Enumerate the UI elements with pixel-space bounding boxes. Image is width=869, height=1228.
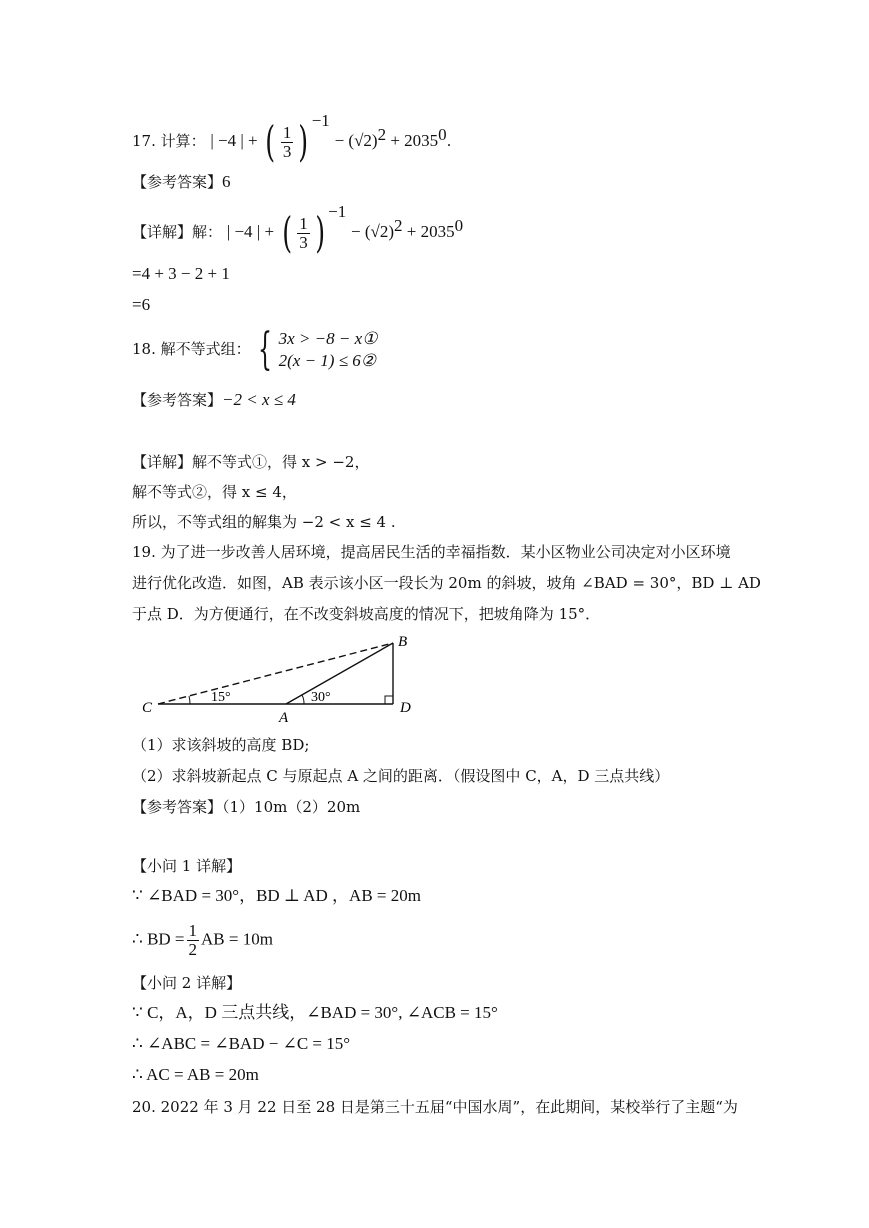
answer-value: 6 (222, 172, 231, 191)
q17-label: 17. 计算： (132, 132, 206, 150)
q17-tail-exp-repeat: 0 (454, 216, 464, 235)
step-suffix: AB = 10m (201, 929, 273, 949)
q17-rest-exp: 2 (377, 125, 387, 144)
q19-line-1: 19. 为了进一步改善人居环境，提高居民生活的幸福指数．某小区物业公司决定对小区环境 (132, 543, 731, 561)
answer-value: −2 < x ≤ 4 (222, 390, 296, 409)
line-ab (286, 643, 393, 704)
slope-figure (0, 630, 869, 730)
half-fraction: $\frac{1}{2}$ (188, 921, 198, 959)
q19-part2-step-2: ∴ ∠ABC = ∠BAD − ∠C = 15° (132, 1034, 351, 1053)
q20-line-1: 20. 2022 年 3 月 22 日至 28 日是第三十五届“中国水周”，在此期间，某校举行了主题“为 (132, 1098, 738, 1116)
q17-rest-repeat: − (√2) (350, 222, 394, 241)
right-paren-icon: ) (298, 117, 309, 166)
q19-answer (132, 797, 360, 817)
label-b: B (398, 634, 408, 650)
detail-label: 【详解】 (132, 453, 193, 471)
angle-arc-a (302, 695, 304, 704)
right-paren-icon: ) (314, 208, 325, 257)
angle-label-a: 30° (311, 690, 331, 705)
answer-label: 【参考答案】 (132, 173, 223, 191)
angle-label-c: 15° (211, 690, 231, 705)
q19-part1-step-2 (132, 922, 273, 959)
q19-part2-heading: 【小问 2 详解】 (132, 974, 242, 992)
q17-fraction-repeat: $\frac{1}{3}$ (299, 213, 308, 252)
step-prefix: ∴ BD = (132, 929, 185, 949)
q17-detail (132, 202, 464, 257)
detail-text: 解不等式①，得 x > −2， (192, 453, 370, 471)
left-paren-icon: ( (282, 208, 292, 257)
q19-part1-heading: 【小问 1 详解】 (132, 857, 242, 875)
q18-detail-1 (132, 452, 369, 472)
q17-abs-repeat: | −4 | + (226, 222, 275, 241)
q19-sub-2: （2）求斜坡新起点 C 与原起点 A 之间的距离．（假设图中 C，A，D 三点共线） (132, 767, 670, 785)
q17-step-2: =6 (132, 295, 151, 314)
q19-line-3: 于点 D．为方便通行，在不改变斜坡高度的情况下，把坡角降为 15°． (132, 605, 601, 623)
left-paren-icon: ( (265, 117, 276, 166)
right-angle-icon (385, 696, 393, 704)
q18-detail-3: 所以，不等式组的解集为 −2 < x ≤ 4 . (132, 513, 396, 531)
label-a: A (279, 710, 289, 726)
brace-icon: { (257, 324, 272, 375)
label-c: C (142, 700, 153, 716)
q17-plus-repeat: + 2035 (402, 222, 455, 241)
q17-step-1: =4 + 3 − 2 + 1 (132, 264, 230, 283)
q19-part2-step-3: ∴ AC = AB = 20m (132, 1065, 259, 1084)
q17-tail-exp: 0 (438, 125, 447, 144)
q17-fraction: $\frac{1}{3}$ (282, 122, 292, 161)
detail-label: 【详解】 (132, 223, 193, 241)
answer-label: 【参考答案】 (132, 391, 223, 409)
q18-answer (132, 390, 296, 410)
q19-part1-step-1: ∵ ∠BAD = 30°，BD ⊥ AD ，AB = 20m (132, 886, 421, 905)
angle-arc-c (189, 696, 190, 704)
q17-rest: − (√2) (334, 131, 378, 150)
q17-exp-repeat: −1 (328, 202, 347, 221)
q17-answer (132, 172, 231, 192)
dashed-line-cb (158, 643, 393, 704)
inequality-system (279, 328, 378, 372)
answer-label: 【参考答案】 (132, 798, 223, 816)
q19-line-2: 进行优化改造．如图，AB 表示该小区一段长为 20m 的斜坡，坡角 ∠BAD = 30°，BD ⊥ AD (132, 574, 761, 592)
q18-detail-2: 解不等式②，得 x ≤ 4， (132, 483, 297, 501)
q17-exp: −1 (311, 111, 330, 130)
detail-prefix: 解： (192, 223, 223, 241)
inequality-1: 3x > −8 − x① (278, 329, 378, 348)
q17-end: . (446, 132, 452, 150)
q17-plus: + 2035 (386, 131, 439, 150)
answer-value: （1）10m（2）20m (222, 798, 361, 816)
label-d: D (400, 700, 411, 716)
q18-label: 18. 解不等式组： (132, 340, 251, 358)
q17-rest-exp-repeat: 2 (393, 216, 403, 235)
q19-part2-step-1: ∵ C，A，D 三点共线，∠BAD = 30°, ∠ACB = 15° (132, 1003, 498, 1022)
q19-sub-1: （1）求该斜坡的高度 BD; (132, 736, 310, 754)
q17-abs: | −4 | + (210, 131, 258, 150)
q18-question (132, 324, 378, 375)
q17-question (132, 111, 452, 166)
inequality-2: 2(x − 1) ≤ 6② (278, 351, 377, 370)
